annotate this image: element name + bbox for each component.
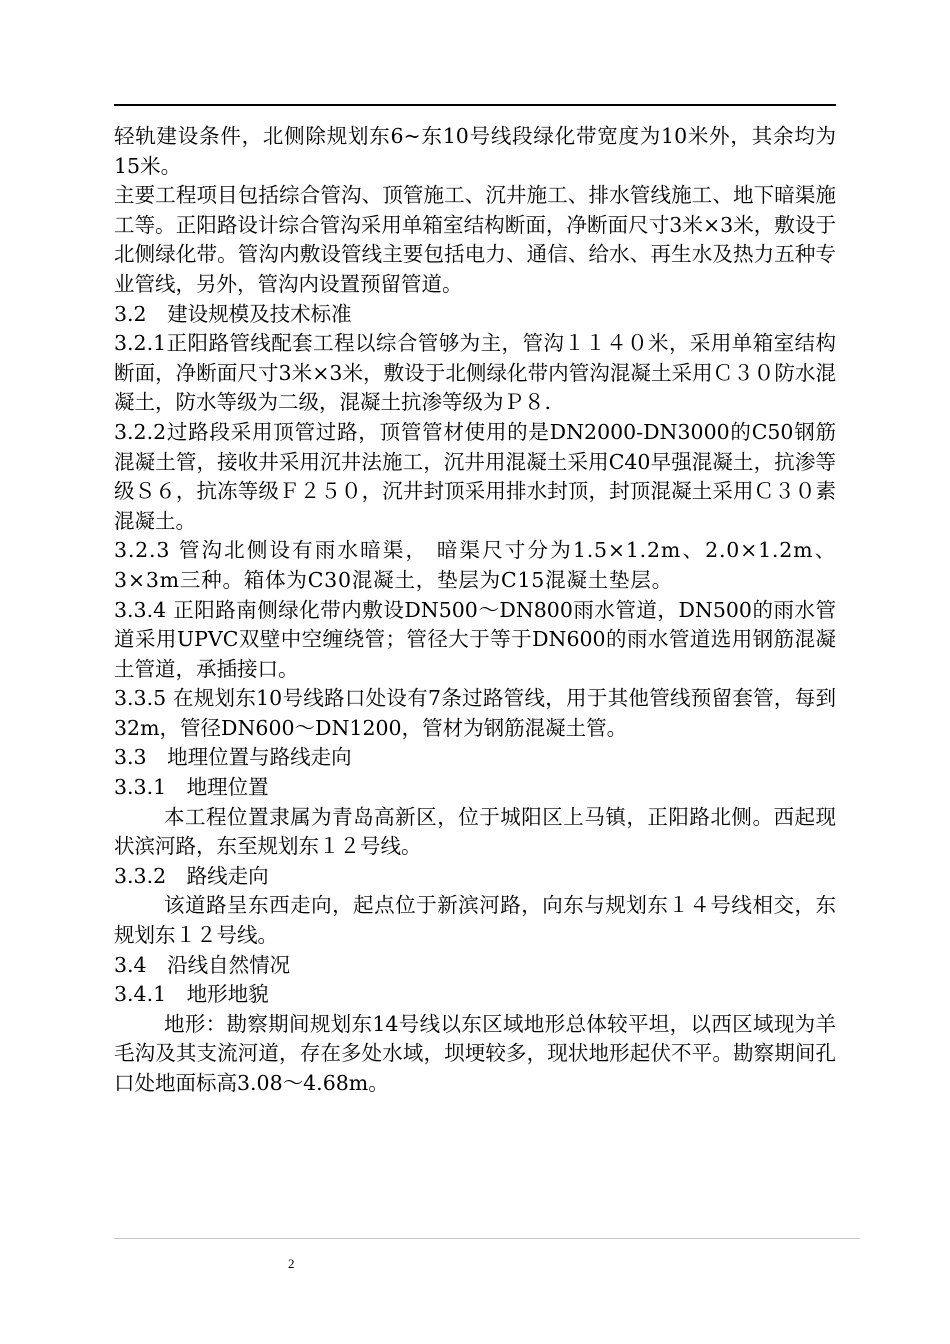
section-heading: 3.3 地理位置与路线走向: [114, 745, 352, 770]
section-heading: 3.4 沿线自然情况: [114, 952, 291, 977]
paragraph: 地形：勘察期间规划东14号线以东区域地形总体较平坦，以西区域现为羊毛沟及其支流河道，存在多处水域，坝埂较多，现状地形起伏不平。勘察期间孔口处地面标高3.08～4.68m。: [114, 1011, 836, 1095]
header-rule: [114, 104, 836, 106]
paragraph: 本工程位置隶属为青岛高新区，位于城阳区上马镇，正阳路北侧。西起现状滨河路，东至规划东１２号线。: [114, 804, 836, 859]
body-text: [114, 122, 836, 1099]
paragraph: 轻轨建设条件，北侧除规划东6~东10号线段绿化带宽度为10米外，其余均为15米。: [114, 124, 836, 178]
paragraph: 3.2.2过路段采用顶管过路，顶管管材使用的是DN2000-DN3000的C50钢筋混凝土管，接收井采用沉井法施工，沉井用混凝土采用C40早强混凝土，抗渗等级Ｓ６，抗冻等级Ｆ２５０，沉井封顶采用排水封顶，封顶混凝土采用Ｃ３０素混凝土。: [114, 419, 836, 533]
footer-rule: [114, 1238, 860, 1239]
section-heading: 3.2 建设规模及技术标准: [114, 301, 352, 326]
paragraph: 该道路呈东西走向，起点位于新滨河路，向东与规划东１４号线相交，东规划东１２号线。: [114, 893, 836, 948]
subsection-heading: 3.4.1 地形地貌: [114, 982, 269, 1007]
subsection-heading: 3.3.1 地理位置: [114, 775, 269, 800]
paragraph: 主要工程项目包括综合管沟、顶管施工、沉井施工、排水管线施工、地下暗渠施工等。正阳路设计综合管沟采用单箱室结构断面，净断面尺寸3米×3米，敷设于北侧绿化带。管沟内敷设管线主要包括电力、通信、给水、再生水及热力五种专业管线，另外，管沟内设置预留管道。: [114, 183, 836, 296]
paragraph: 3.2.1正阳路管线配套工程以综合管够为主，管沟１１４０米，采用单箱室结构断面，净断面尺寸3米×3米，敷设于北侧绿化带内管沟混凝土采用Ｃ３０防水混凝土，防水等级为二级，混凝土抗渗等级为Ｐ８.: [114, 331, 836, 415]
paragraph: 3.3.4 正阳路南侧绿化带内敷设DN500～DN800雨水管道，DN500的雨水管道采用UPVC双壁中空缠绕管；管径大于等于DN600的雨水管道选用钢筋混凝土管道，承插接口。: [114, 597, 836, 681]
page-number: 2: [288, 1256, 295, 1271]
paragraph: 3.3.5 在规划东10号线路口处设有7条过路管线，用于其他管线预留套管，每到32m，管径DN600～DN1200，管材为钢筋混凝土管。: [114, 686, 836, 740]
subsection-heading: 3.3.2 路线走向: [114, 863, 269, 888]
paragraph: 3.2.3 管沟北侧设有雨水暗渠， 暗渠尺寸分为1.5×1.2m、2.0×1.2m、3×3m三种。箱体为C30混凝土，垫层为C15混凝土垫层。: [114, 538, 836, 592]
